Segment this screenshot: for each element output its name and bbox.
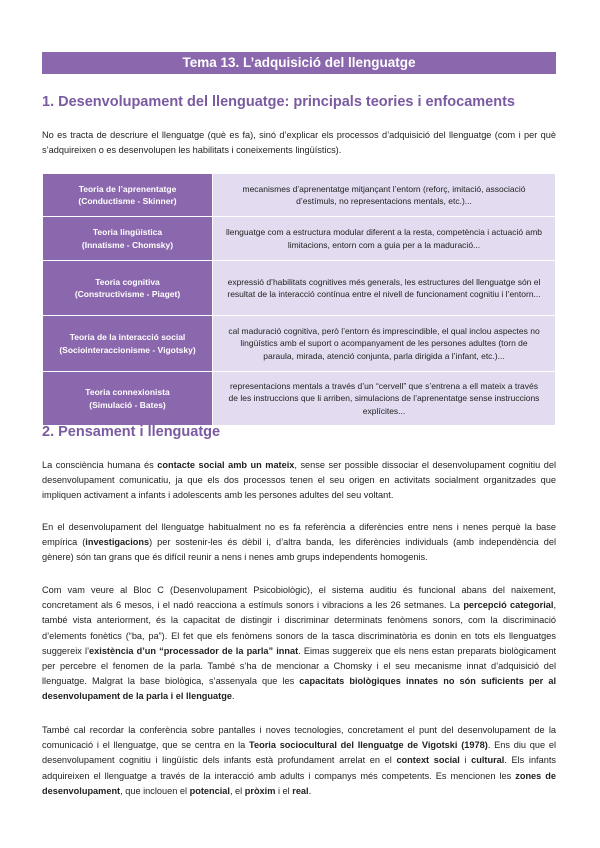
bold-term: context social: [396, 755, 460, 766]
text-run: . Eimas suggereix que els nens estan preparats biològicament per percebre el fenomen de la parla. També s’ha de mencionar a Chomsky i el seu mecanisme innat d’adquisició del llenguatge. Malgrat la base biològica, s’assenyala que les: [42, 645, 556, 687]
theory-description: expressió d’habilitats cognitives més generals, les estructures del llenguatge són el resultat de la interacció contínua entre el nivell de funcionament cognitiu i l’entorn...: [213, 261, 556, 316]
text-run: També cal recordar la conferència sobre pantalles i noves tecnologies, concretament el punt del desenvolupament de la comunicació i el llenguatge, que se centra en la: [42, 725, 556, 751]
bold-term: pròxim: [244, 785, 276, 796]
theory-description: mecanismes d’aprenentatge mitjançant l’entorn (reforç, imitació, associació d’estímuls, no representacions mentals, etc.)...: [213, 174, 556, 217]
body-paragraph: [42, 583, 556, 705]
text-run: En el desenvolupament del llenguatge habitualment no es fa referència a diferències entre nens i nenes perquè la base empírica (: [42, 522, 556, 548]
theory-school: (Sociointeraccionisme - Vigotsky): [59, 344, 196, 355]
text-run: , que inclouen el: [120, 785, 190, 796]
bold-term: capacitats biològiques innates no són suficients per al desenvolupament de la parla i el llenguatge: [42, 676, 556, 702]
bold-term: zones de desenvolupament: [42, 770, 557, 796]
theory-school: (Constructivisme - Piaget): [74, 289, 181, 299]
body-paragraph: [42, 723, 556, 799]
section-title: 2. Pensament i llenguatge: [42, 424, 221, 440]
table-row: [43, 217, 556, 261]
table-row: [43, 261, 556, 316]
text-run: i: [459, 755, 472, 766]
section-title: 1. Desenvolupament del llenguatge: principals teories i enfocaments: [42, 94, 515, 110]
theory-name: Teoria de l’aprenentatge: [78, 183, 177, 194]
theory-school: (Simulació - Bates): [89, 399, 166, 410]
text-run: La consciència humana és: [42, 460, 158, 470]
theory-name: Teoria connexionista: [85, 387, 170, 397]
text-run: . Ens diu que el desenvolupament cognitiu i lingüístic dels infants està profundament arrelat en el: [42, 740, 557, 766]
bold-term: (1978): [461, 740, 488, 751]
theory-name: Teoria de la interacció social: [69, 332, 186, 342]
bold-term: Teoria sociocultural del llenguatge de Vigotski: [249, 740, 458, 751]
theory-name-cell: [43, 217, 213, 261]
text-run: ) per sostenir-les és dèbil i, d’altra banda, les diferències individuals (amb independència del gènere) són tan grans que és difícil reunir a nens i nenes amb grups independents homogenis.: [42, 537, 557, 563]
theory-description: llenguatge com a estructura modular diferent a la resta, competència i actuació amb limitacions, entorn com a guia per a la maduració...: [213, 217, 556, 261]
bold-term: contacte social amb un mateix: [157, 460, 295, 470]
body-paragraph: [42, 520, 556, 566]
text-run: , el: [229, 785, 245, 796]
text-run: .: [308, 785, 312, 796]
table-row: [43, 174, 556, 217]
body-paragraph: [42, 458, 556, 504]
theories-table: [42, 173, 556, 426]
bold-term: potencial: [189, 785, 230, 796]
bold-term: existència d’un “processador de la parla” innat: [89, 645, 299, 656]
text-run: , sense ser possible dissociar el desenvolupament cognitiu del desenvolupament comunicatiu, ja que els dos processos tenen el seu origen en activitats socialment organitzades que impliquen activament a infants i adolescents amb les persones adultes del seu voltant.: [42, 460, 556, 501]
text-run: . Els infants adquireixen el llenguatge a través de la interacció amb adults i companys més competents. Es mencionen les: [42, 755, 556, 781]
bold-term: real: [292, 785, 309, 796]
theory-name-cell: [43, 174, 213, 217]
intro-paragraph: No es tracta de descriure el llenguatge (què es fa), sinó d’explicar els processos d’adquisició del llenguatge (com i per què s’adquireixen o es desenvolupen les habilitats i coneixements lingüístics).: [42, 130, 556, 156]
theory-name: Teoria lingüística: [92, 227, 163, 237]
table-row: [43, 372, 556, 426]
bold-term: investigacions: [85, 537, 150, 548]
theory-description: representacions mentals a través d’un “cervell” que s’entrena a ell mateix a través de les instruccions que li arriben, simulacions de l’aprenentatge sense instruccions explícites...: [213, 372, 556, 426]
topic-banner: Tema 13. L’adquisició del llenguatge: [42, 52, 556, 74]
theory-name: Teoria cognitiva: [95, 276, 160, 287]
theory-school: (Conductisme - Skinner): [78, 196, 177, 206]
text-run: Com vam veure al Bloc C (Desenvolupament Psicobiològic), el sistema auditiu és funcional abans del naixement, concretament als 6 mesos, i el nadó reacciona a estímuls sonors i vibracions a les 26 setmanes. La: [42, 585, 556, 611]
bold-term: cultural: [471, 755, 505, 766]
theory-name-cell: [43, 372, 213, 426]
text-run: , també vista anteriorment, és la capacitat de distingir i discriminar determinats fenòmens sonors, com la discriminació d’elements fonètics (“ba, pa”). El fet que els fenòmens sonors de la tasca discriminatòria es donin en tots els llenguatges suggereix l’: [42, 600, 556, 656]
theory-school: (Innatisme - Chomsky): [81, 239, 174, 250]
text-run: .: [231, 691, 235, 702]
theory-name-cell: [43, 261, 213, 316]
theory-name-cell: [43, 316, 213, 372]
theory-description: cal maduració cognitiva, però l’entorn és imprescindible, el qual inclou aspectes no lingüístics amb el suport o acompanyament de les persones adultes (torn de paraula, mirada, atenció conjunta, parla dirigida a l’infant, etc.)...: [213, 316, 556, 372]
bold-term: percepció categorial: [463, 600, 554, 611]
text-run: i el: [275, 785, 293, 796]
table-row: [43, 316, 556, 372]
